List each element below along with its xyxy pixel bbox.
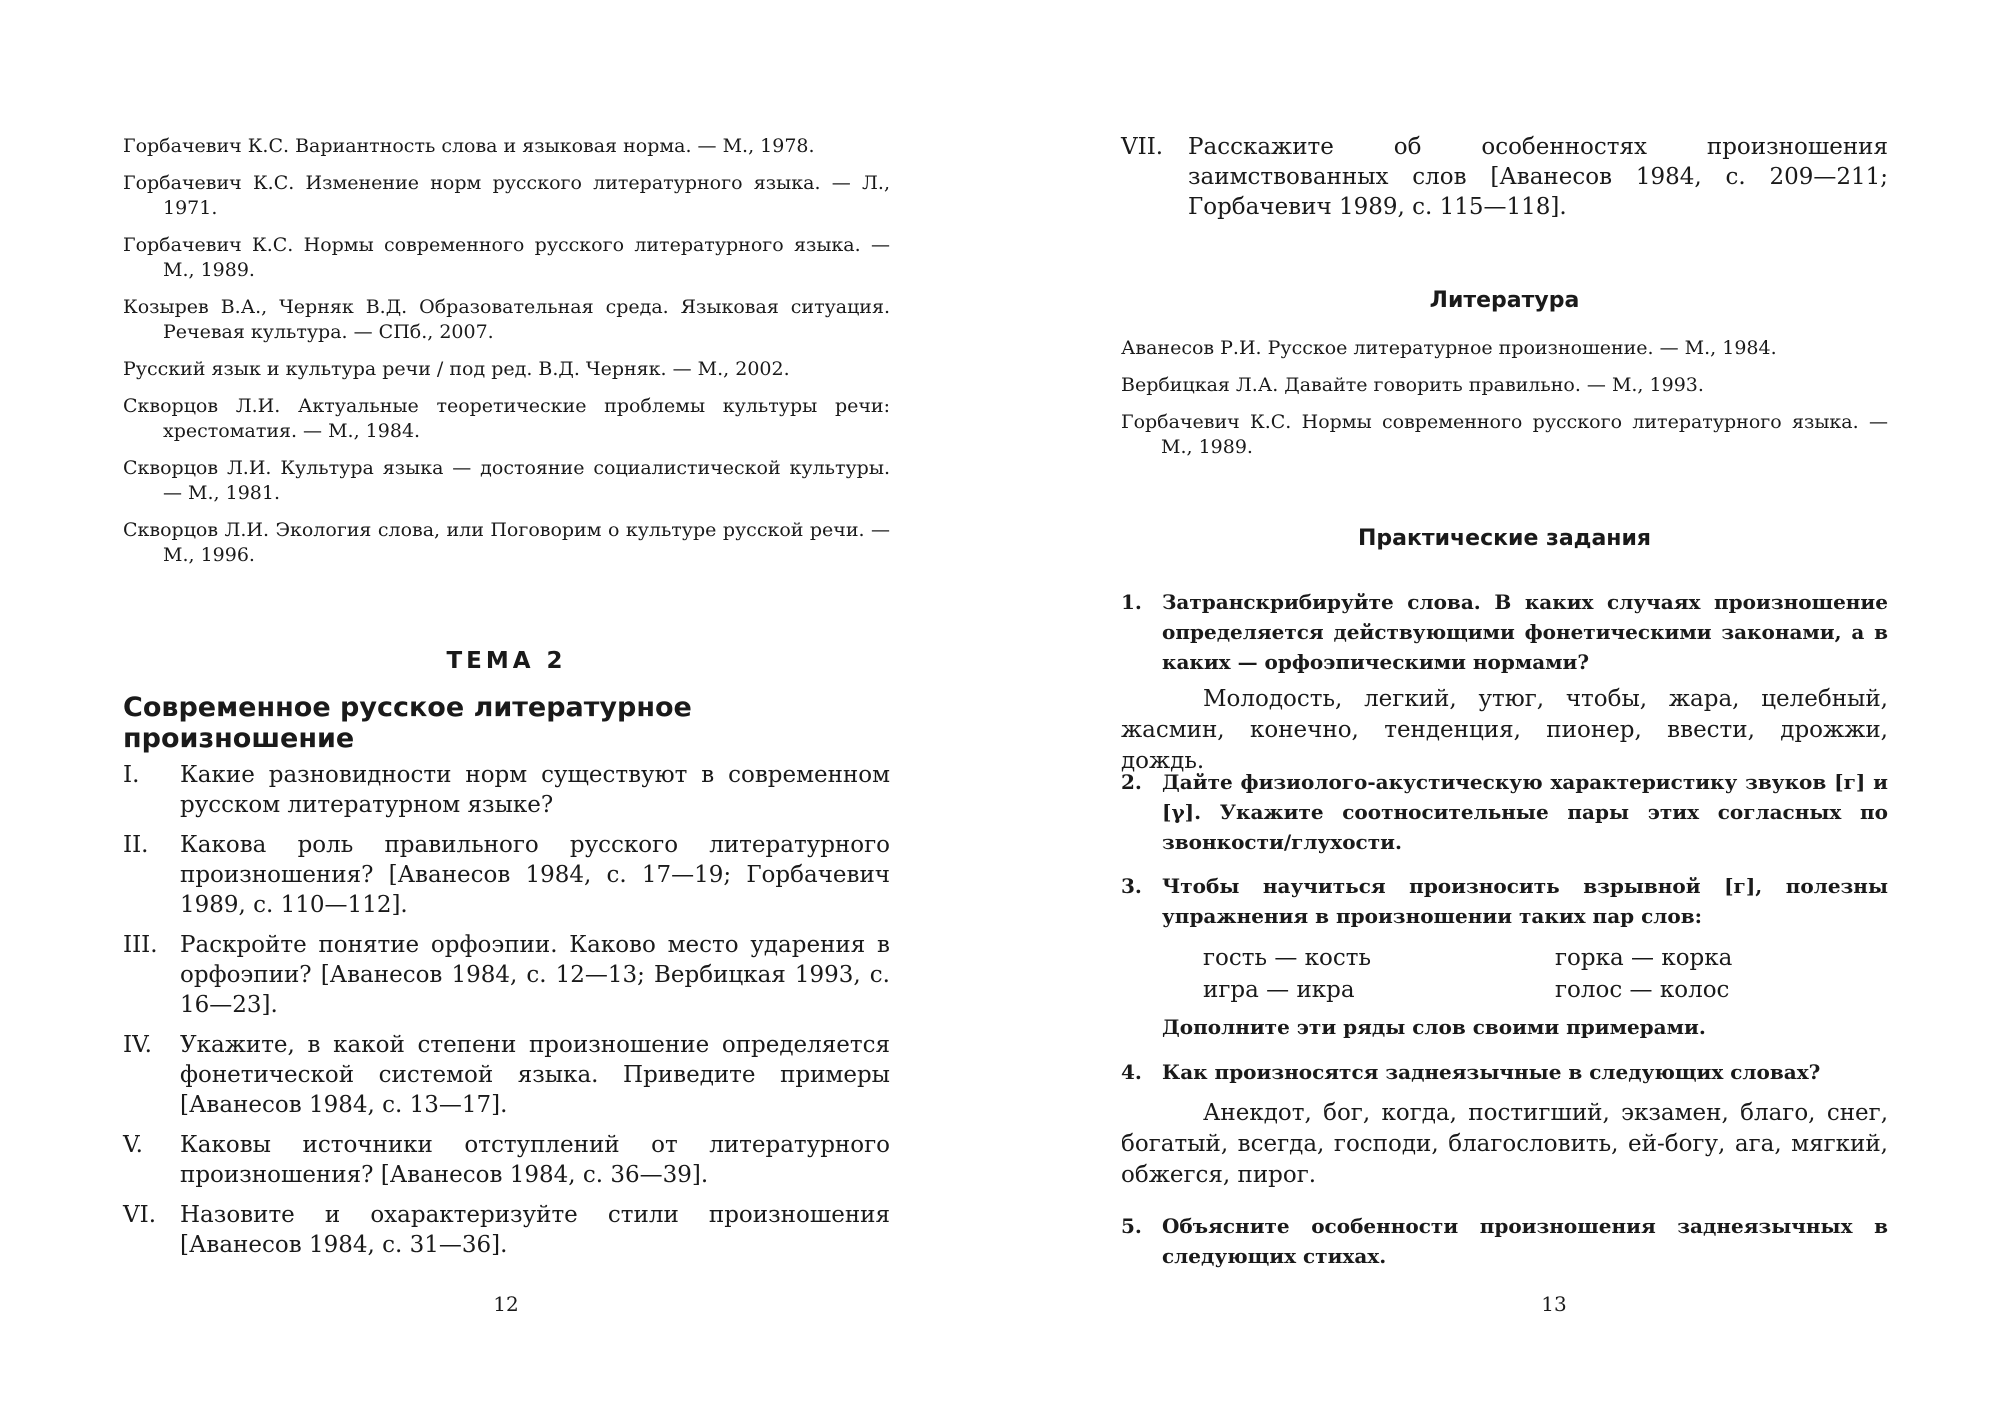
task-number: 2.: [1121, 770, 1142, 794]
question-item: [123, 930, 890, 1020]
task-number: 1.: [1121, 590, 1142, 614]
word-pairs: [1203, 942, 1855, 1006]
question-item: [123, 1200, 890, 1260]
page-number-right: 13: [1541, 1292, 1567, 1316]
left-page: [123, 0, 890, 1419]
practice-heading: Практические задания: [1357, 526, 1652, 551]
word-pair: гость — кость: [1203, 945, 1371, 971]
bibliography-entry: Русский язык и культура речи / под ред. В.Д. Черняк. — М., 2002.: [123, 358, 790, 380]
question-number: V.: [123, 1132, 143, 1158]
bibliography-entry: Горбачевич К.С. Изменение норм русского литературного языка. — Л., 1971.: [123, 172, 890, 219]
task-text: Объясните особенности произношения заднеязычных в следующих стихах.: [1162, 1214, 1888, 1268]
task-text: Затранскрибируйте слова. В каких случаях произношение определяется действующими фонетическими законами, а в каких — орфоэпическими нормами?: [1162, 590, 1888, 674]
page-number-left: 12: [493, 1292, 519, 1316]
bibliography-entry: Козырев В.А., Черняк В.Д. Образовательная среда. Языковая ситуация. Речевая культура. — СПб., 2007.: [123, 296, 890, 343]
task-text: Как произносятся заднеязычные в следующих словах?: [1162, 1060, 1821, 1084]
question-text: Расскажите об особенностях произношения заимствованных слов [Аванесов 1984, с. 209—211; Горбачевич 1989, с. 115—118].: [1188, 134, 1888, 220]
question-text: Назовите и охарактеризуйте стили произношения [Аванесов 1984, с. 31—36].: [180, 1202, 890, 1258]
bibliography-entry: Горбачевич К.С. Нормы современного русского литературного языка. — М., 1989.: [123, 234, 890, 281]
question-number: VI.: [123, 1202, 157, 1228]
question-text: Каковы источники отступлений от литературного произношения? [Аванесов 1984, с. 36—39].: [180, 1132, 890, 1188]
task-item: [1121, 871, 1888, 931]
bibliography-entry: Скворцов Л.И. Культура языка — достояние социалистической культуры. — М., 1981.: [123, 457, 890, 504]
bibliography-list: [123, 134, 890, 580]
question-number: III.: [123, 932, 158, 958]
word-pair: горка — корка: [1555, 945, 1733, 971]
literature-entry: Аванесов Р.И. Русское литературное произношение. — М., 1984.: [1121, 337, 1777, 359]
task-note: [1162, 1012, 1888, 1042]
task-example: Молодость, легкий, утюг, чтобы, жара, целебный, жасмин, конечно, тенденция, пионер, ввести, дрожжи, дождь.: [1121, 686, 1888, 774]
literature-list: [1121, 336, 1888, 472]
question-number: I.: [123, 762, 140, 788]
word-pair: голос — колос: [1555, 977, 1730, 1003]
question-text: Укажите, в какой степени произношение определяется фонетической системой языка. Приведите примеры [Аванесов 1984, с. 13—17].: [180, 1032, 890, 1118]
bibliography-entry: Скворцов Л.И. Актуальные теоретические проблемы культуры речи: хрестоматия. — М., 1984.: [123, 395, 890, 442]
task-example: Анекдот, бог, когда, постигший, экзамен, благо, снег, богатый, всегда, господи, благословить, ей-богу, ага, мягкий, обжегся, пирог.: [1121, 1100, 1888, 1188]
question-item: [123, 830, 890, 920]
task-item: [1121, 767, 1888, 857]
right-page: [1121, 0, 1888, 1419]
task-number: 5.: [1121, 1214, 1142, 1238]
question-text: Какова роль правильного русского литературного произношения? [Аванесов 1984, с. 17—19; Горбачевич 1989, с. 110—112].: [180, 832, 890, 918]
task-item: [1121, 1211, 1888, 1271]
task-text: Чтобы научиться произносить взрывной [г], полезны упражнения в произношении таких пар слов:: [1162, 874, 1888, 928]
task-number: 4.: [1121, 1060, 1142, 1084]
question-text: Какие разновидности норм существуют в современном русском литературном языке?: [180, 762, 890, 818]
task-note-text: Дополните эти ряды слов своими примерами.: [1162, 1015, 1706, 1039]
task-number: 3.: [1121, 874, 1142, 898]
word-pair: игра — икра: [1203, 977, 1355, 1003]
literature-entry: Вербицкая Л.А. Давайте говорить правильно. — М., 1993.: [1121, 374, 1704, 396]
question-item: [1121, 132, 1888, 222]
literature-heading: Литература: [1429, 288, 1580, 313]
question-item: [123, 1030, 890, 1120]
question-item: [123, 1130, 890, 1190]
theme-title: Современное русское литературное произношение: [123, 692, 692, 754]
bibliography-entry: Горбачевич К.С. Вариантность слова и языковая норма. — М., 1978.: [123, 135, 815, 157]
question-list: [123, 760, 890, 1270]
task-item: [1121, 587, 1888, 677]
question-item: [123, 760, 890, 820]
task-item: [1121, 1057, 1888, 1087]
theme-label: ТЕМА 2: [446, 648, 567, 674]
question-number: IV.: [123, 1032, 152, 1058]
literature-entry: Горбачевич К.С. Нормы современного русского литературного языка. — М., 1989.: [1121, 411, 1888, 458]
question-number: VII.: [1121, 134, 1164, 160]
question-number: II.: [123, 832, 149, 858]
bibliography-entry: Скворцов Л.И. Экология слова, или Поговорим о культуре русской речи. — М., 1996.: [123, 519, 890, 566]
task-text: Дайте физиолого-акустическую характеристику звуков [г] и [γ]. Укажите соотносительные пары этих согласных по звонкости/глухости.: [1162, 770, 1888, 854]
question-text: Раскройте понятие орфоэпии. Каково место ударения в орфоэпии? [Аванесов 1984, с. 12—13; Вербицкая 1993, с. 16—23].: [180, 932, 890, 1018]
